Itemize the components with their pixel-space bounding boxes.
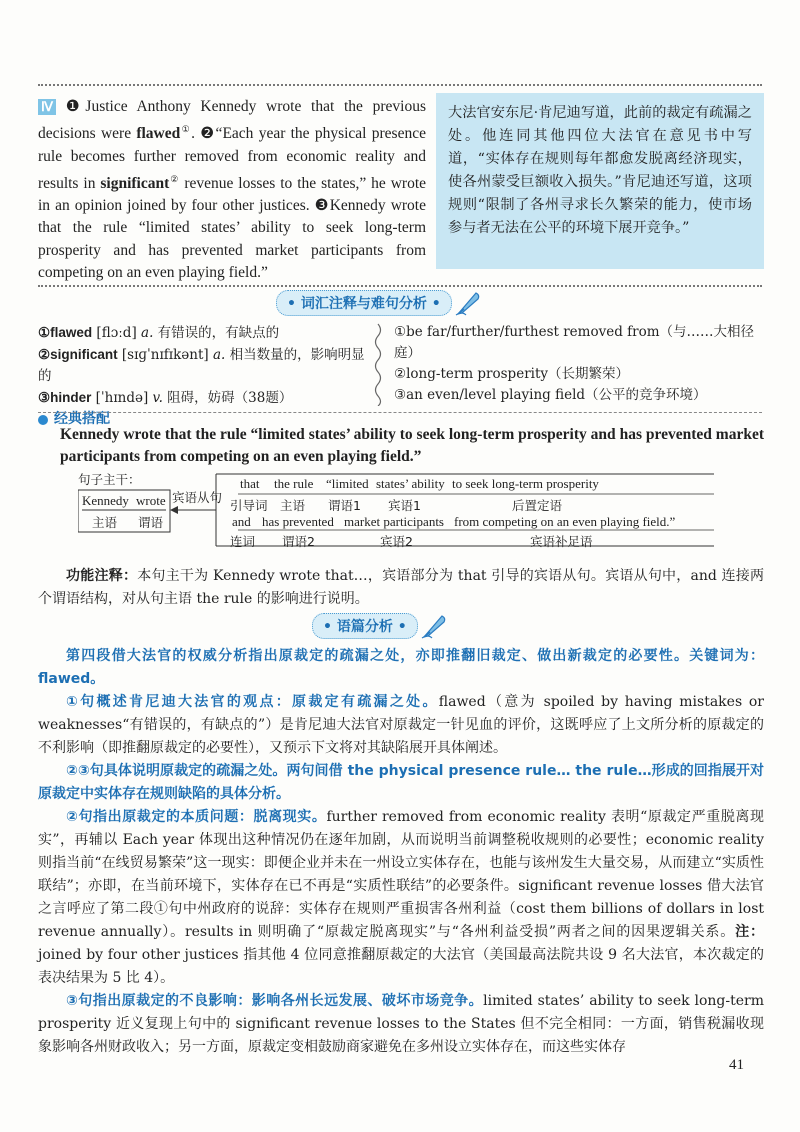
dashed-divider <box>38 412 762 413</box>
page-number: 41 <box>729 1057 744 1073</box>
sentence-1-a: ❶Justice Anthony Kennedy wrote that the previous decisions were <box>38 98 427 143</box>
keyword-significant: significant <box>100 174 170 192</box>
diagram-word: to seek long-term prosperity <box>452 476 599 491</box>
paragraph-number: Ⅳ <box>38 99 56 115</box>
wavy-divider-icon <box>372 322 384 406</box>
diagram-role: 引导词 <box>230 498 268 513</box>
footnote-1: ① <box>180 124 192 135</box>
diagram-word: states’ ability <box>376 476 445 491</box>
diagram-role: 宾语1 <box>388 498 421 513</box>
collocation-item: ②long-term prosperity（长期繁荣） <box>394 366 630 382</box>
vocab-item: ③hinder [ˈhɪndə] v. 阻碍，妨碍（38题） <box>38 390 293 406</box>
collocation-label: 经典搭配 <box>38 409 368 430</box>
discourse-point-4: ③句指出原裁定的不良影响：影响各州长远发展、破坏市场竞争。limited states’ ability to seek long-term prosperity 近义复现上句中的 significant revenue losses to the States 但不完全相同：一方面，销售税漏收现象影响各州财政收入；另一方面，原裁定变相鼓励商家避免在多州设立实体存在，而这些实体存 <box>38 993 764 1055</box>
diagram-word: the rule <box>274 476 314 491</box>
diagram-word: and <box>232 514 251 529</box>
discourse-point-2: ②③句具体说明原裁定的疏漏之处。两句间借 the physical presence rule… the rule…形成的回指展开对原裁定中实体存在规则缺陷的具体分析。 <box>38 763 764 802</box>
diagram-role: 主语 <box>280 498 306 513</box>
function-note-text: 本句主干为 Kennedy wrote that…，宾语部分为 that 引导的宾语从句。宾语从句中，and 连接两个谓语结构，对从句主语 the rule 的影响进行说明。 <box>38 568 764 607</box>
quill-pen-icon <box>454 289 482 317</box>
vocab-title-text: • 词汇注释与难句分析 • <box>276 290 452 316</box>
trunk-label: 句子主干： <box>78 472 141 487</box>
bullet-dot-icon <box>38 415 48 425</box>
top-divider <box>38 84 762 86</box>
keyword-flawed: flawed <box>136 125 181 143</box>
diagram-verb: wrote <box>136 493 166 508</box>
vocab-section-title <box>276 290 482 316</box>
diagram-role: 谓语2 <box>282 534 315 549</box>
vocab-list <box>38 322 368 430</box>
diagram-role: 谓语1 <box>328 498 361 513</box>
sentence-1-b: . ❷“Each year the physical presence rule becomes further removed from economic reality and results in <box>38 125 426 192</box>
discourse-title-text: • 语篇分析 • <box>312 613 418 639</box>
function-note-label: 功能注释： <box>66 568 138 584</box>
diagram-role: 连词 <box>230 534 256 549</box>
diagram-subject: Kennedy <box>82 493 129 508</box>
discourse-body <box>38 645 764 1059</box>
diagram-word: that <box>240 476 260 491</box>
sentence-diagram <box>78 470 718 550</box>
collocation-item: ①be far/further/furthest removed from（与……大相径庭） <box>394 324 755 361</box>
sentence-2-b: revenue losses to the states,” he wrote in an opinion joined by four other justices. ❸Kennedy wrote that the rule “limited states’ ability to seek long-term prosperity and has prevented market participants from competing on an even playing field.” <box>38 174 427 281</box>
diagram-role: 后置定语 <box>512 498 563 513</box>
english-paragraph <box>38 96 426 284</box>
diagram-word: from competing on an even playing field.” <box>454 514 676 529</box>
discourse-intro: 第四段借大法官的权威分析指出原裁定的疏漏之处，亦即推翻旧裁定、做出新裁定的必要性。关键词为：flawed。 <box>38 648 764 687</box>
diagram-subject-cn: 主语 <box>92 515 118 530</box>
diagram-clause-label: 宾语从句 <box>172 490 223 505</box>
vocab-item: ②significant [sɪɡˈnɪfɪkənt] a. 相当数量的，影响明显的 <box>38 347 365 384</box>
translation-box: 大法官安东尼·肯尼迪写道，此前的裁定有疏漏之处。他连同其他四位大法官在意见书中写道，“实体存在规则每年都愈发脱离经济现实，使各州蒙受巨额收入损失。”肯尼迪还写道，这项规则“限制了各州寻求长久繁荣的能力，使市场参与者无法在公平的环境下展开竞争。” <box>436 93 764 269</box>
key-sentence: Kennedy wrote that the rule “limited states’ ability to seek long-term prosperity and has prevented market participants from competing on an even playing field.” <box>60 426 764 465</box>
diagram-word: market participants <box>344 514 444 529</box>
vocab-item: ①flawed [flɔːd] a. 有错误的，有缺点的 <box>38 325 280 341</box>
discourse-point-3: ②句指出原裁定的本质问题：脱离现实。further removed from economic reality 表明“原裁定严重脱离现实”，再辅以 Each year 体现出这种情况仍在逐年加剧，从而说明当前调整税收规则的必要性；economic reality 则指当前“在线贸易繁荣”这一现实：即便企业并未在一州设立实体存在，也能与该州发生大量交易，从而建立“实质性联结”；亦即，在当前环境下，实体存在已不再是“实质性联结”的必要条件。significant revenue losses 借大法官之言呼应了第二段①句中州政府的说辞：实体存在规则严重损害各州利益（cost them billions of dollars in lost revenue annually）。results in 则明确了“原裁定脱离现实”与“各州利益受损”两者之间的因果逻辑关系。注：joined by four other justices 指其他 4 位同意推翻原裁定的大法官（美国最高法院共设 9 名大法官，本次裁定的表决结果为 5 比 4）。 <box>38 809 764 986</box>
diagram-role: 宾语补足语 <box>530 534 593 549</box>
function-note <box>38 565 764 611</box>
diagram-role: 宾语2 <box>380 534 413 549</box>
diagram-word: “limited <box>326 476 369 491</box>
collocation-list <box>394 322 764 406</box>
discourse-section-title <box>312 613 448 639</box>
discourse-point-1: ①句概述肯尼迪大法官的观点：原裁定有疏漏之处。flawed（意为 spoiled by having mistakes or weaknesses“有错误的，有缺点的”）是肯尼迪大法官对原裁定一针见血的评价，这既呼应了上文所分析的原裁定的不利影响（即推翻原裁定的必要性），又预示下文将对其缺陷展开具体阐述。 <box>38 694 764 756</box>
quill-pen-icon <box>420 612 448 640</box>
diagram-verb-cn: 谓语 <box>138 515 164 530</box>
collocation-item: ③an even/level playing field（公平的竞争环境） <box>394 387 707 403</box>
footnote-2: ② <box>169 173 180 184</box>
diagram-word: has prevented <box>262 514 334 529</box>
section-divider <box>38 285 762 287</box>
